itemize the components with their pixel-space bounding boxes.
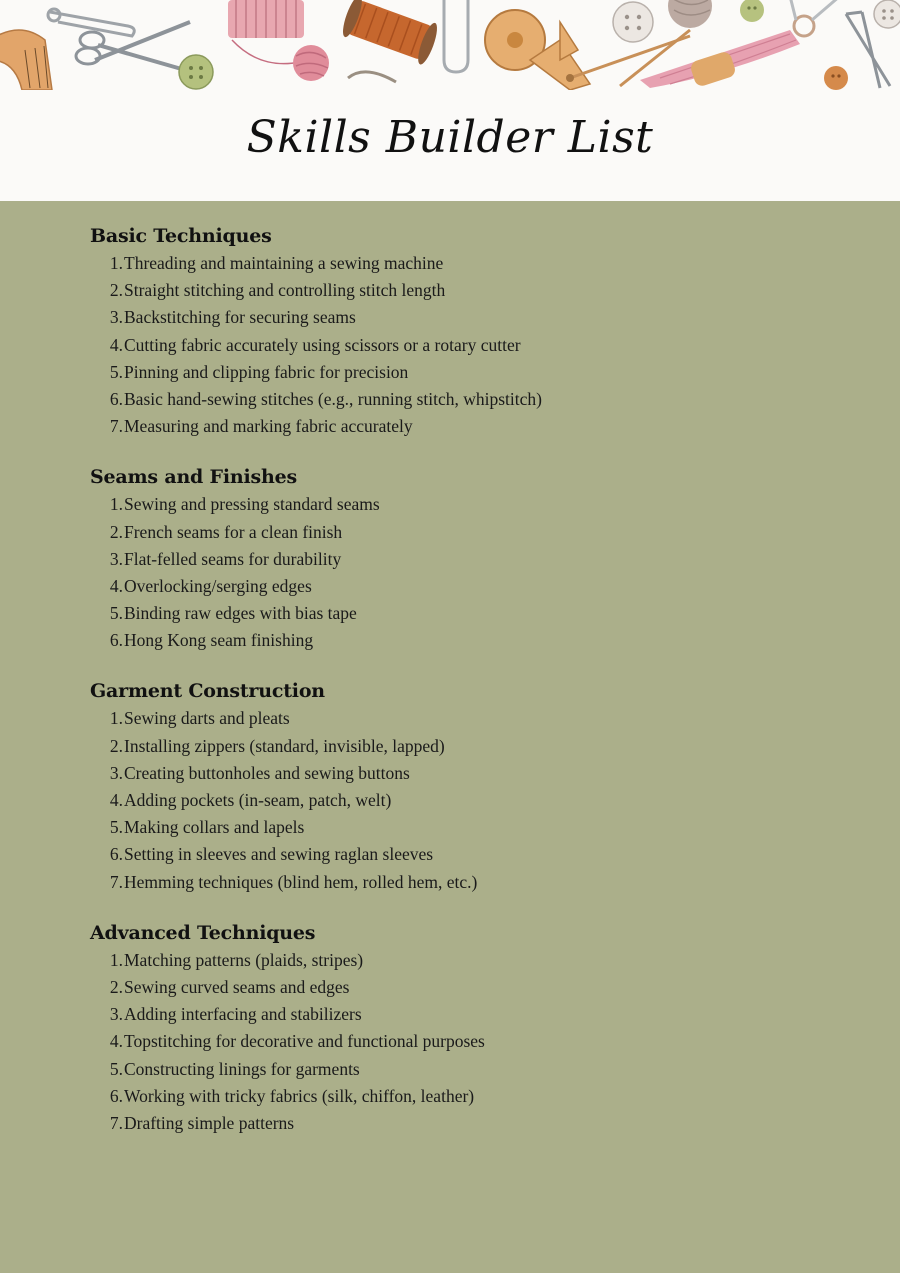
list-item-number: 3. — [109, 1004, 123, 1025]
list-item-text: Straight stitching and controlling stitch length — [124, 280, 446, 301]
list-item — [90, 250, 850, 277]
section-basic-techniques — [90, 222, 850, 440]
list-item — [90, 869, 850, 896]
list-item — [90, 1001, 850, 1028]
list-item — [90, 1083, 850, 1110]
list-item-number: 1. — [109, 949, 123, 970]
list-item-number: 1. — [109, 708, 123, 729]
list-item-number: 5. — [109, 817, 123, 838]
list-item — [90, 974, 850, 1001]
button-icon — [874, 0, 900, 28]
yarn-ball-icon — [293, 45, 329, 81]
list-item-text: Backstitching for securing seams — [124, 307, 356, 328]
list-item-text: Hemming techniques (blind hem, rolled hem, etc.) — [124, 871, 478, 892]
list-item-text: Adding pockets (in-seam, patch, welt) — [124, 790, 392, 810]
decorative-banner — [0, 0, 900, 90]
knit-swatch-icon — [228, 0, 304, 64]
list-item-text: Measuring and marking fabric accurately — [124, 416, 413, 437]
list-item-text: Drafting simple patterns — [124, 1112, 295, 1133]
list-item — [90, 546, 850, 573]
list-item-number: 7. — [109, 1112, 123, 1133]
list-item-number: 6. — [109, 630, 123, 651]
list-item-number: 6. — [109, 388, 123, 409]
list-item-text: Binding raw edges with bias tape — [124, 603, 357, 624]
numbered-list — [90, 250, 850, 440]
list-item-text: Sewing and pressing standard seams — [124, 494, 380, 515]
list-item-number: 6. — [109, 844, 123, 865]
list-item-number: 7. — [109, 871, 123, 892]
list-item-number: 5. — [109, 1058, 123, 1079]
list-item-text: Overlocking/serging edges — [124, 575, 312, 596]
numbered-list — [90, 491, 850, 654]
list-item — [90, 359, 850, 386]
list-item-text: Flat-felled seams for durability — [124, 548, 342, 569]
tape-measure-icon — [0, 30, 52, 90]
list-item-number: 5. — [109, 603, 123, 624]
list-item-number: 2. — [109, 735, 123, 756]
list-item-number: 3. — [109, 307, 123, 328]
section-advanced-techniques — [90, 919, 850, 1137]
list-item-text: French seams for a clean finish — [124, 521, 343, 542]
section-heading: Basic Techniques — [90, 225, 272, 247]
section-heading: Garment Construction — [90, 680, 325, 703]
list-item-text: Creating buttonholes and sewing buttons — [124, 762, 410, 783]
list-item — [90, 491, 850, 518]
list-item-number: 6. — [109, 1085, 123, 1106]
list-item — [90, 600, 850, 627]
list-item-text: Working with tricky fabrics (silk, chiffon, leather) — [124, 1085, 475, 1106]
list-item-number: 7. — [109, 416, 123, 437]
list-item — [90, 733, 850, 760]
list-item-number: 3. — [109, 548, 123, 569]
list-item-number: 1. — [109, 253, 123, 273]
list-item — [90, 627, 850, 654]
list-item-number: 4. — [109, 575, 123, 596]
button-icon — [613, 2, 653, 42]
list-item-text: Sewing curved seams and edges — [124, 976, 350, 997]
list-item-number: 3. — [109, 762, 123, 783]
safety-pin-icon — [444, 0, 468, 72]
list-item-text: Topstitching for decorative and functional purposes — [124, 1031, 485, 1052]
page-title: Skills Builder List — [246, 112, 654, 163]
section-heading: Advanced Techniques — [90, 921, 316, 944]
yarn-ball-icon — [668, 0, 712, 28]
section-seams-and-finishes — [90, 463, 850, 654]
list-item-number: 4. — [109, 334, 123, 355]
section-garment-construction — [90, 677, 850, 895]
list-item — [90, 1028, 850, 1055]
list-item — [90, 787, 850, 814]
list-item-text: Setting in sleeves and sewing raglan sleeves — [124, 844, 434, 865]
list-item-text: Sewing darts and pleats — [124, 708, 290, 729]
list-item-text: Basic hand-sewing stitches (e.g., running stitch, whipstitch) — [124, 388, 542, 409]
list-item-number: 4. — [109, 790, 123, 810]
list-item-text: Pinning and clipping fabric for precision — [124, 361, 409, 382]
list-item-number: 2. — [109, 280, 123, 301]
title-band — [0, 90, 900, 201]
numbered-list — [90, 705, 850, 895]
list-item-text: Cutting fabric accurately using scissors or a rotary cutter — [124, 334, 521, 355]
button-icon — [179, 55, 213, 89]
list-item-text: Making collars and lapels — [124, 817, 305, 838]
list-item-text: Hong Kong seam finishing — [124, 630, 314, 651]
list-item — [90, 304, 850, 331]
list-item — [90, 413, 850, 440]
list-item — [90, 760, 850, 787]
list-item — [90, 1056, 850, 1083]
button-icon — [740, 0, 764, 22]
list-item-text: Matching patterns (plaids, stripes) — [124, 949, 364, 970]
list-item-text: Threading and maintaining a sewing machine — [124, 253, 444, 273]
list-item — [90, 573, 850, 600]
list-item-text: Adding interfacing and stabilizers — [124, 1004, 362, 1025]
list-item — [90, 947, 850, 974]
list-item — [90, 814, 850, 841]
list-item — [90, 277, 850, 304]
button-icon — [824, 66, 848, 90]
list-item-text: Installing zippers (standard, invisible, lapped) — [124, 735, 445, 756]
list-item — [90, 519, 850, 546]
list-item-number: 2. — [109, 521, 123, 542]
skills-list — [90, 222, 850, 1160]
list-item — [90, 841, 850, 868]
thread-spool-icon — [339, 0, 441, 82]
list-item — [90, 1110, 850, 1137]
list-item-number: 1. — [109, 494, 123, 515]
list-item — [90, 332, 850, 359]
list-item-number: 5. — [109, 361, 123, 382]
section-heading: Seams and Finishes — [90, 466, 297, 489]
embroidery-floss-icon — [640, 30, 800, 88]
list-item — [90, 386, 850, 413]
list-item-number: 4. — [109, 1031, 123, 1052]
numbered-list — [90, 947, 850, 1137]
list-item-number: 2. — [109, 976, 123, 997]
list-item-text: Constructing linings for garments — [124, 1058, 360, 1079]
list-item — [90, 705, 850, 732]
